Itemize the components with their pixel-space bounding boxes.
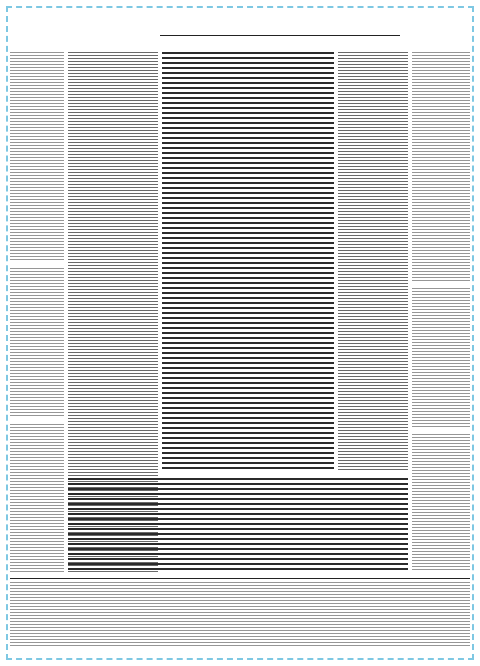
corner-right-cell — [410, 14, 470, 50]
footer-notes — [10, 582, 470, 648]
margin-left-lower — [10, 424, 64, 574]
margin-left-middle — [10, 268, 64, 418]
corner-left-cell — [10, 14, 90, 50]
margin-right-middle — [412, 288, 470, 428]
rashi-column — [338, 52, 408, 472]
gemara-continuation — [68, 478, 408, 570]
margin-right-upper — [412, 52, 470, 282]
footer-rule — [10, 578, 470, 579]
margin-left-upper — [10, 52, 64, 262]
page-heading — [160, 14, 400, 36]
talmud-page — [10, 12, 470, 654]
gemara-column — [162, 52, 334, 472]
page-header — [10, 12, 470, 52]
margin-right-lower — [412, 434, 470, 570]
